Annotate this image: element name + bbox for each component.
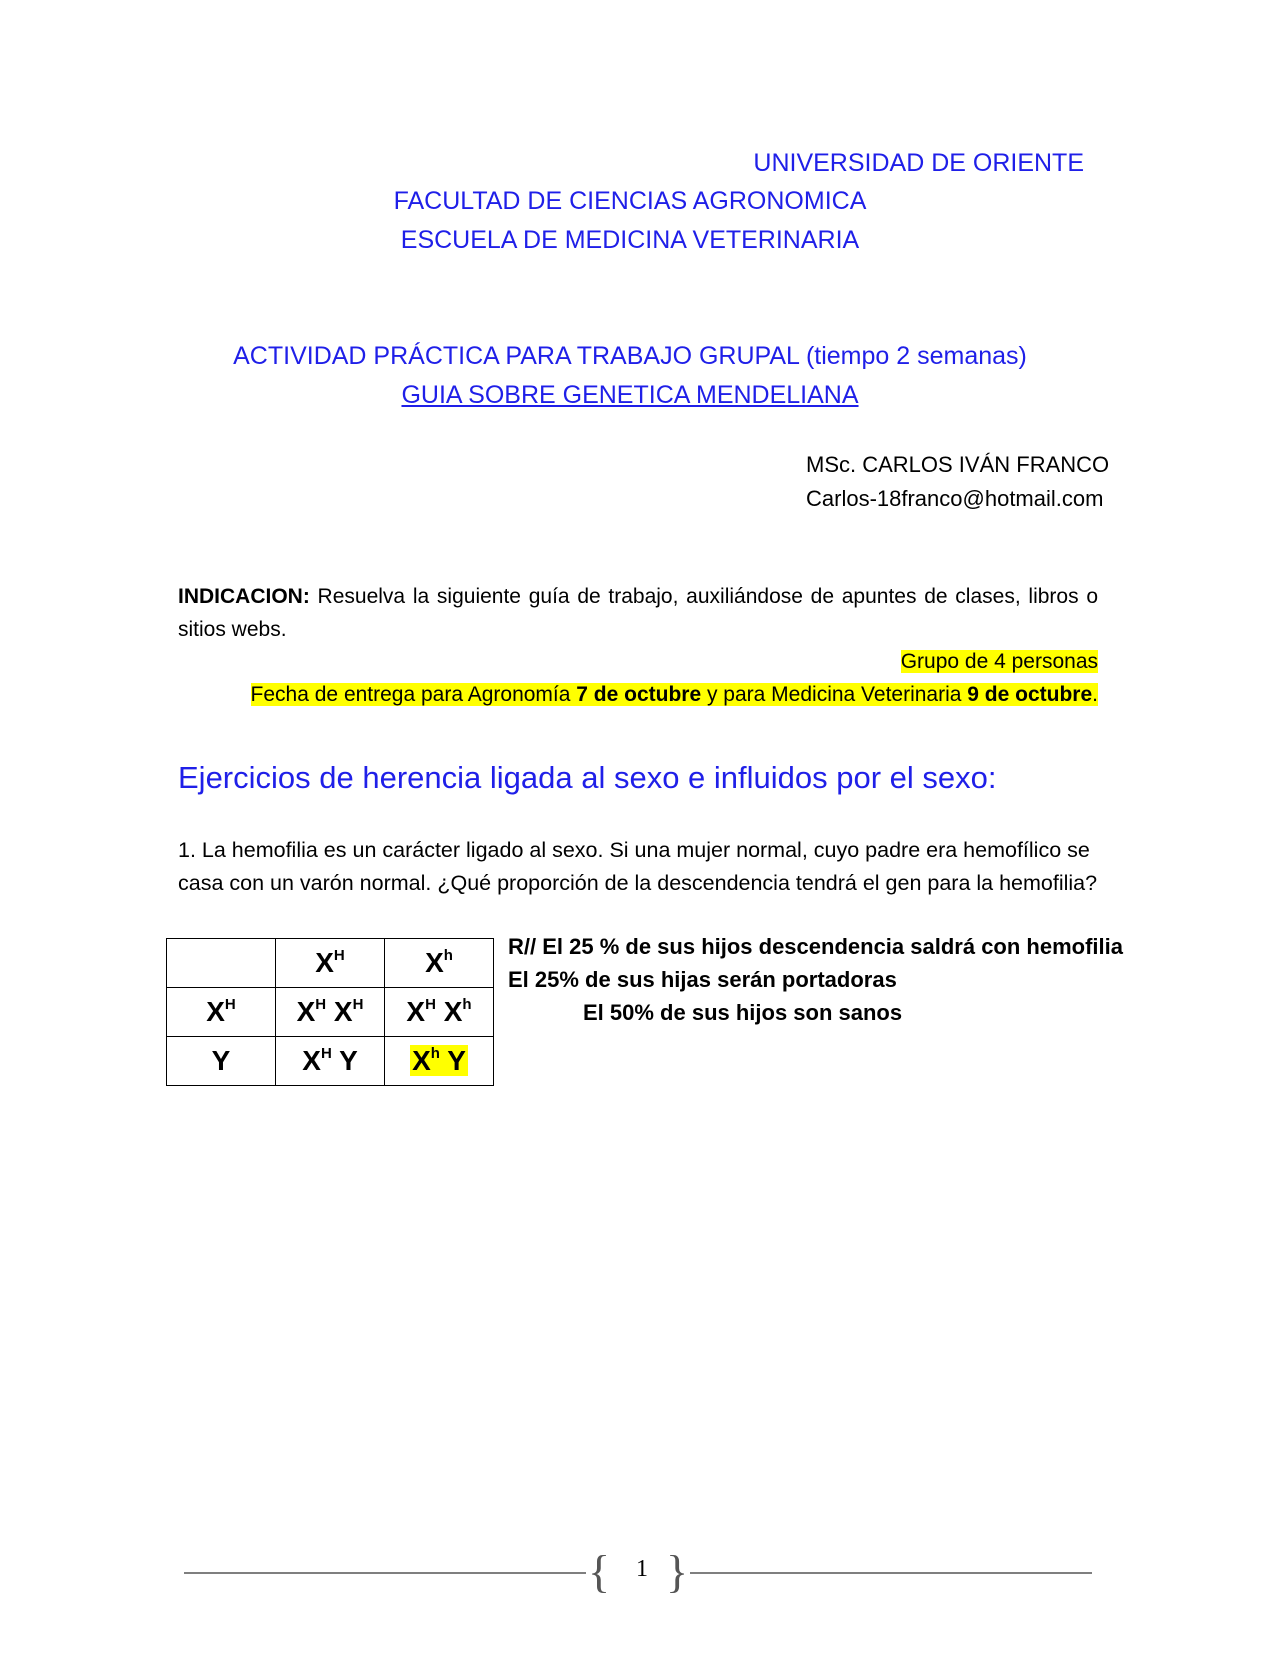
punnett-row xyxy=(167,1037,494,1086)
group-note-text: Grupo de 4 personas xyxy=(900,650,1098,673)
punnett-cell: Y xyxy=(167,1037,276,1086)
punnett-cell: $X^H$ xyxy=(167,988,276,1037)
delivery-date-veterinaria: 9 de octubre xyxy=(967,683,1093,706)
page-number: 1 xyxy=(636,1556,648,1582)
punnett-cell: $X^H$ Y xyxy=(276,1037,385,1086)
answer-block xyxy=(508,930,1123,1029)
punnett-row xyxy=(167,988,494,1037)
instructions-label: INDICACION: xyxy=(178,585,310,608)
delivery-highlight xyxy=(251,683,1098,706)
punnett-cell-highlight: $X^h$ Y xyxy=(412,1045,466,1076)
answer-line-2: El 25% de sus hijas serán portadoras xyxy=(508,967,897,992)
delivery-prefix: Fecha de entrega para Agronomía xyxy=(250,683,577,706)
delivery-mid: y para Medicina Veterinaria xyxy=(701,683,968,706)
author-block xyxy=(806,448,1109,516)
delivery-suffix: . xyxy=(1092,683,1098,706)
punnett-cell xyxy=(167,939,276,988)
author-name: MSc. CARLOS IVÁN FRANCO xyxy=(806,452,1110,477)
section-heading: Ejercicios de herencia ligada al sexo e influidos por el sexo: xyxy=(178,760,997,795)
school-title: ESCUELA DE MEDICINA VETERINARIA xyxy=(400,226,860,254)
punnett-square xyxy=(166,938,494,1086)
delivery-note xyxy=(251,678,1098,711)
university-title: UNIVERSIDAD DE ORIENTE xyxy=(753,149,1084,177)
punnett-row xyxy=(167,939,494,988)
footer-line-right xyxy=(690,1572,1092,1574)
answer-line-1: R// El 25 % de sus hijos descendencia saldrá con hemofilia xyxy=(508,934,1123,959)
punnett-cell: $X^h$ xyxy=(385,939,494,988)
punnett-cell xyxy=(385,1037,494,1086)
footer-line-left xyxy=(184,1572,586,1574)
exercise-1-question: 1. La hemofilia es un carácter ligado al sexo. Si una mujer normal, cuyo padre era hemofílico se casa con un varón normal. ¿Qué proporción de la descendencia tendrá el gen para la hemofilia? xyxy=(178,838,1098,895)
footer-right-brace: } xyxy=(666,1546,689,1597)
group-note xyxy=(901,645,1098,678)
author-email: Carlos-18franco@hotmail.com xyxy=(806,486,1104,511)
punnett-cell: $X^H$ $X^h$ xyxy=(385,988,494,1037)
punnett-cell: $X^H$ xyxy=(276,939,385,988)
answer-line-3: El 50% de sus hijos son sanos xyxy=(583,1000,903,1025)
activity-subtitle xyxy=(180,380,1080,410)
punnett-cell: $X^H$ $X^H$ xyxy=(276,988,385,1037)
faculty-title: FACULTAD DE CIENCIAS AGRONOMICA xyxy=(393,187,867,215)
instructions-text: Resuelva la siguiente guía de trabajo, auxiliándose de apuntes de clases, libros o sitios webs. xyxy=(178,585,1098,641)
activity-title: ACTIVIDAD PRÁCTICA PARA TRABAJO GRUPAL (tiempo 2 semanas) xyxy=(233,342,1027,370)
activity-subtitle-text: GUIA SOBRE GENETICA MENDELIANA xyxy=(401,381,859,409)
delivery-date-agronomia: 7 de octubre xyxy=(576,683,702,706)
instructions-paragraph xyxy=(178,580,1098,646)
footer-left-brace: { xyxy=(588,1546,611,1597)
